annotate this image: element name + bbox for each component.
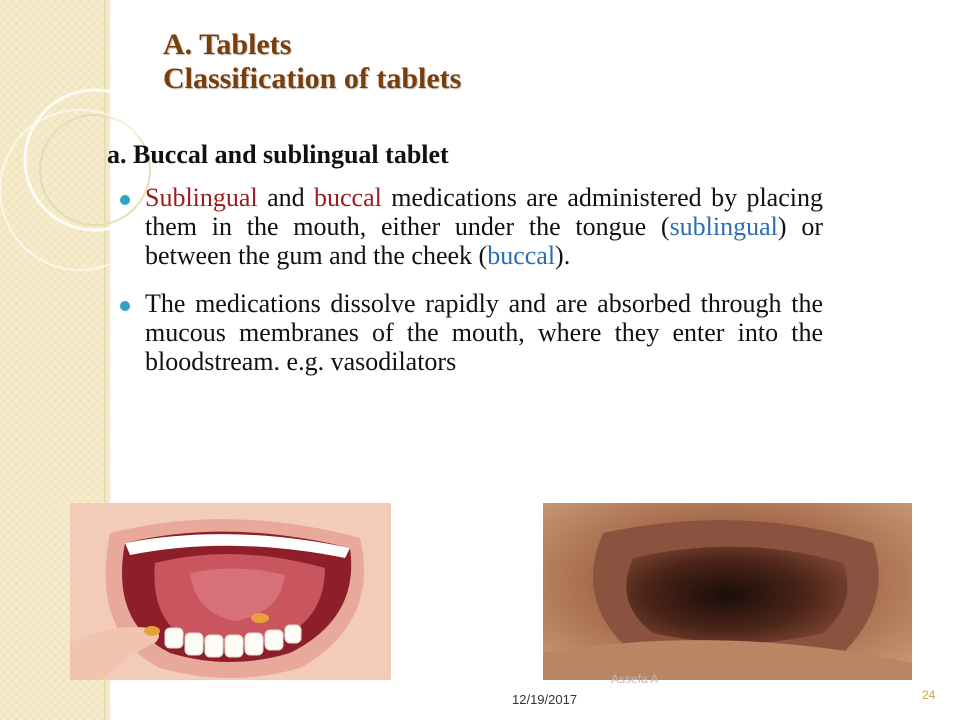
- title-line-1: A. Tablets: [163, 28, 292, 61]
- bullet-item-2: [118, 289, 823, 376]
- slide-title: [163, 28, 461, 96]
- bullet-list: [118, 183, 823, 395]
- footer-date: 12/19/2017: [512, 692, 578, 707]
- term-sublingual: Sublingual: [145, 183, 258, 212]
- term-buccal-paren: buccal: [487, 241, 556, 270]
- title-line-2: Classification of tablets: [163, 62, 462, 95]
- term-buccal: buccal: [314, 183, 382, 212]
- bullet-item-1: [118, 183, 823, 270]
- bullet-dot-icon: [120, 301, 130, 311]
- bullet-text: medications are administered by placing them in the mouth, either under the tongue (: [145, 183, 823, 241]
- term-sublingual-paren: sublingual: [669, 212, 778, 241]
- bullet-text: ) or between the gum and the cheek (: [145, 212, 823, 270]
- bullet-text: ).: [555, 241, 571, 270]
- bullet-text: and: [257, 183, 314, 212]
- bullet-text: The medications dissolve rapidly and are absorbed through the mucous membranes of the mouth, where they enter into the bloodstream. e.g. vasodilators: [145, 289, 823, 376]
- footer-author: Assefa A: [611, 672, 659, 686]
- footer-page-number: 24: [922, 688, 936, 702]
- section-heading: a. Buccal and sublingual tablet: [107, 140, 449, 169]
- sublingual-mouth-illustration: [70, 503, 391, 680]
- bullet-dot-icon: [120, 195, 130, 205]
- buccal-cheek-photo: [543, 503, 912, 680]
